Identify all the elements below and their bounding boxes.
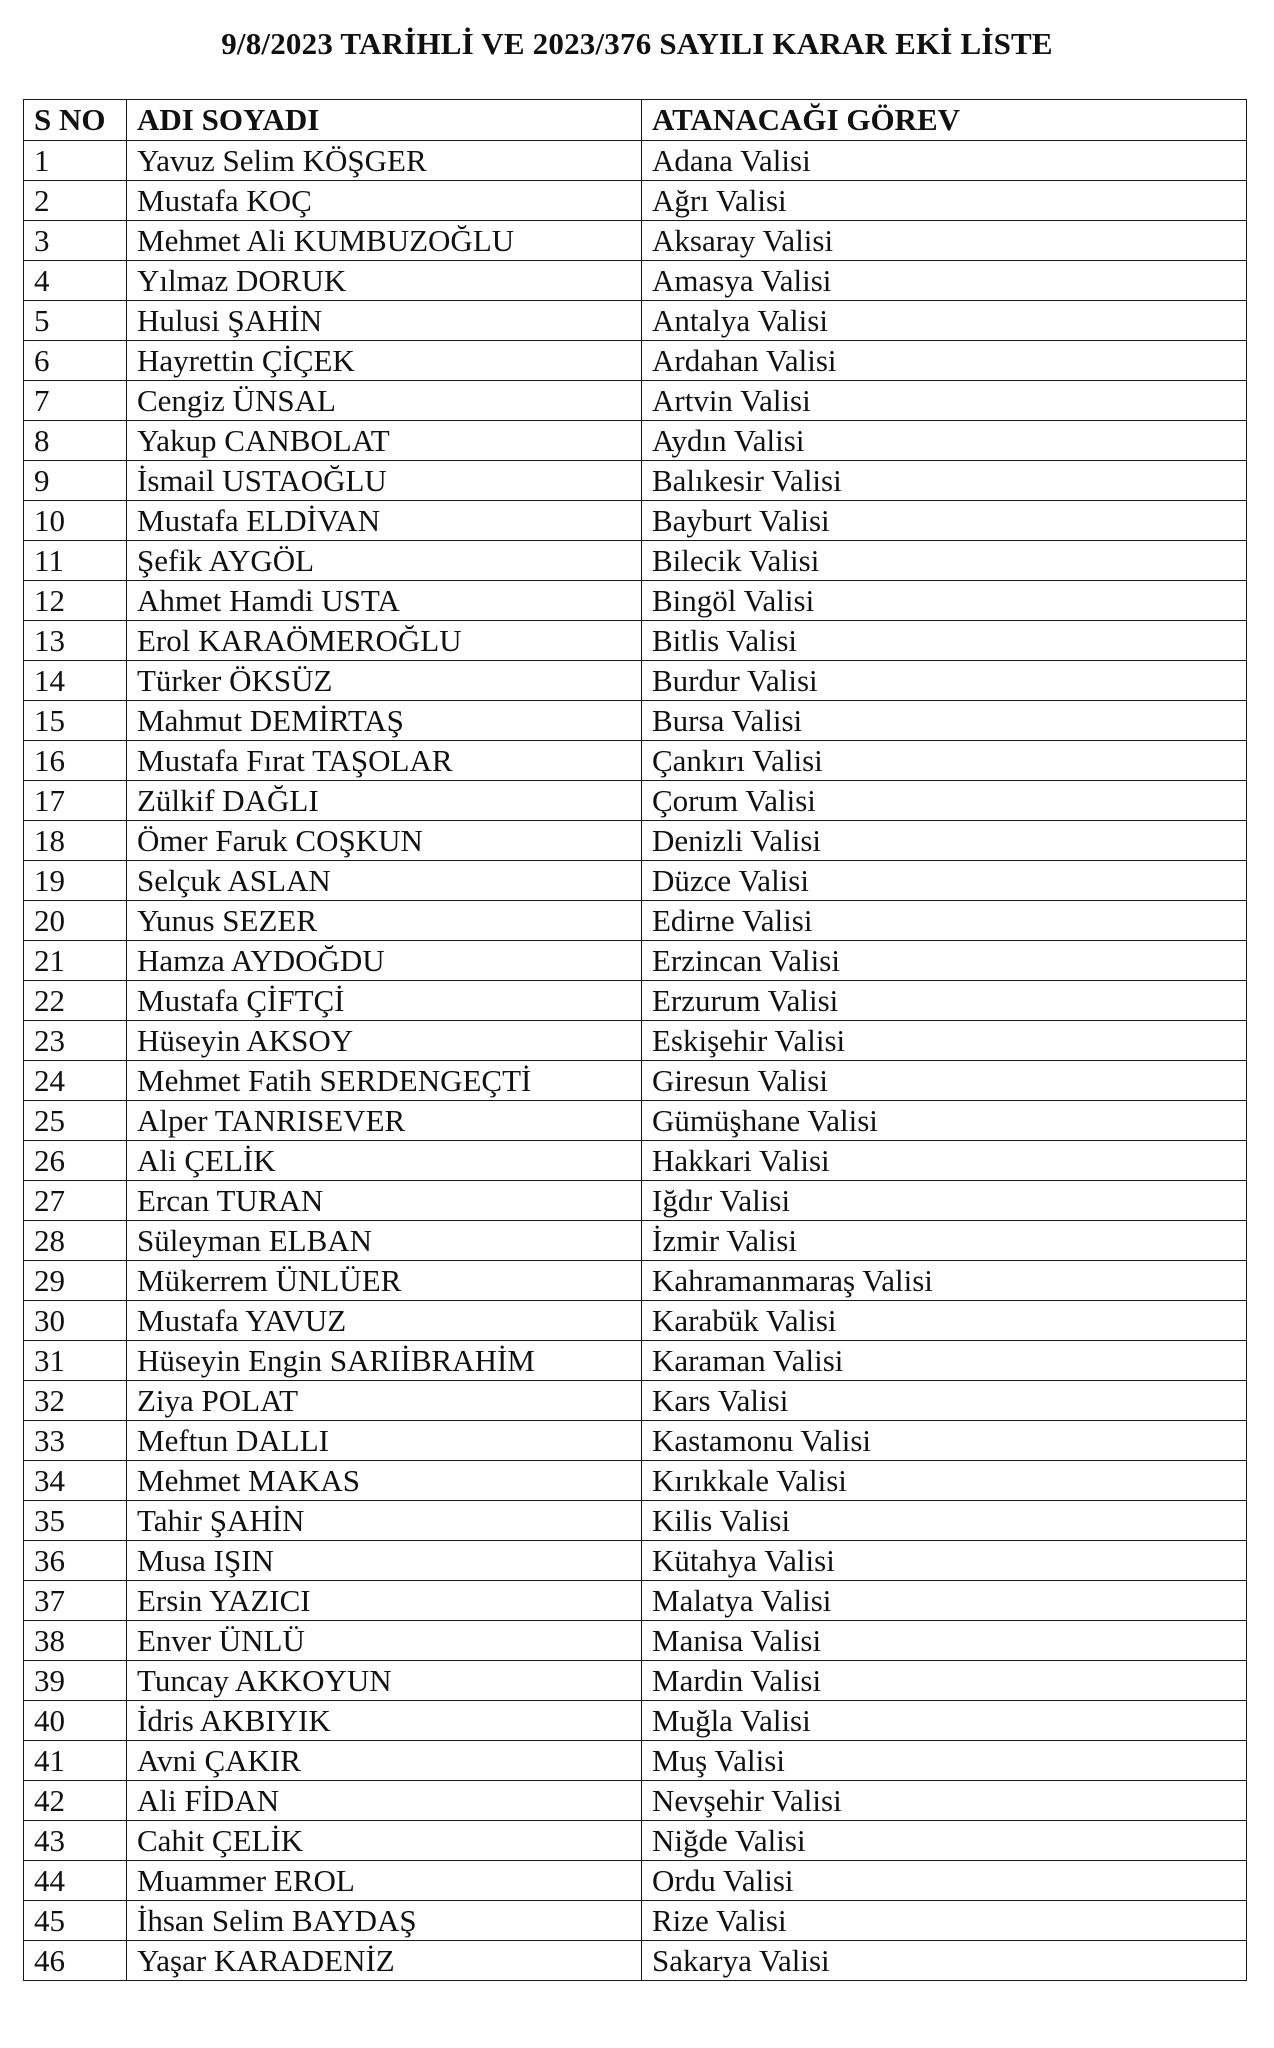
table-row [24, 581, 1247, 621]
row-sno-cell: 10 [24, 501, 127, 541]
row-sno-cell: 41 [24, 1741, 127, 1781]
row-name-cell: Mustafa Fırat TAŞOLAR [127, 741, 642, 781]
row-name-cell: Enver ÜNLÜ [127, 1621, 642, 1661]
table-row [24, 661, 1247, 701]
row-duty-cell: Muğla Valisi [642, 1701, 1247, 1741]
row-sno-cell: 42 [24, 1781, 127, 1821]
row-duty-cell: Karabük Valisi [642, 1301, 1247, 1341]
table-row [24, 821, 1247, 861]
header-sno: S NO [24, 100, 127, 141]
table-row [24, 221, 1247, 261]
row-duty-cell: Ağrı Valisi [642, 181, 1247, 221]
row-name-cell: Ömer Faruk COŞKUN [127, 821, 642, 861]
row-duty-cell: Denizli Valisi [642, 821, 1247, 861]
row-duty-cell: Antalya Valisi [642, 301, 1247, 341]
row-duty-cell: Amasya Valisi [642, 261, 1247, 301]
row-name-cell: Ahmet Hamdi USTA [127, 581, 642, 621]
table-row [24, 1261, 1247, 1301]
row-duty-cell: Düzce Valisi [642, 861, 1247, 901]
row-sno-cell: 26 [24, 1141, 127, 1181]
table-row [24, 1861, 1247, 1901]
row-duty-cell: Erzincan Valisi [642, 941, 1247, 981]
row-duty-cell: Malatya Valisi [642, 1581, 1247, 1621]
row-duty-cell: Niğde Valisi [642, 1821, 1247, 1861]
row-name-cell: İdris AKBIYIK [127, 1701, 642, 1741]
row-sno-cell: 11 [24, 541, 127, 581]
row-name-cell: Mükerrem ÜNLÜER [127, 1261, 642, 1301]
row-duty-cell: Erzurum Valisi [642, 981, 1247, 1021]
row-name-cell: Avni ÇAKIR [127, 1741, 642, 1781]
row-sno-cell: 34 [24, 1461, 127, 1501]
table-row [24, 301, 1247, 341]
row-sno-cell: 16 [24, 741, 127, 781]
row-name-cell: Ersin YAZICI [127, 1581, 642, 1621]
row-sno-cell: 25 [24, 1101, 127, 1141]
row-sno-cell: 14 [24, 661, 127, 701]
row-name-cell: Yunus SEZER [127, 901, 642, 941]
row-duty-cell: Eskişehir Valisi [642, 1021, 1247, 1061]
table-row [24, 541, 1247, 581]
row-sno-cell: 38 [24, 1621, 127, 1661]
table-row [24, 701, 1247, 741]
row-name-cell: Meftun DALLI [127, 1421, 642, 1461]
table-row [24, 1901, 1247, 1941]
row-duty-cell: Ordu Valisi [642, 1861, 1247, 1901]
table-row [24, 741, 1247, 781]
row-duty-cell: Karaman Valisi [642, 1341, 1247, 1381]
row-duty-cell: Ardahan Valisi [642, 341, 1247, 381]
row-name-cell: Mustafa YAVUZ [127, 1301, 642, 1341]
row-name-cell: Mehmet Ali KUMBUZOĞLU [127, 221, 642, 261]
row-sno-cell: 44 [24, 1861, 127, 1901]
row-sno-cell: 19 [24, 861, 127, 901]
row-name-cell: İhsan Selim BAYDAŞ [127, 1901, 642, 1941]
row-sno-cell: 1 [24, 141, 127, 181]
appointment-list-table [23, 99, 1247, 1981]
row-sno-cell: 27 [24, 1181, 127, 1221]
row-name-cell: Mahmut DEMİRTAŞ [127, 701, 642, 741]
table-header-row [24, 100, 1247, 141]
row-duty-cell: Kırıkkale Valisi [642, 1461, 1247, 1501]
table-row [24, 1101, 1247, 1141]
row-sno-cell: 5 [24, 301, 127, 341]
header-duty: ATANACAĞI GÖREV [642, 100, 1247, 141]
row-duty-cell: Bilecik Valisi [642, 541, 1247, 581]
table-row [24, 1141, 1247, 1181]
row-duty-cell: Balıkesir Valisi [642, 461, 1247, 501]
table-row [24, 1541, 1247, 1581]
row-duty-cell: Burdur Valisi [642, 661, 1247, 701]
row-sno-cell: 45 [24, 1901, 127, 1941]
row-sno-cell: 24 [24, 1061, 127, 1101]
row-sno-cell: 2 [24, 181, 127, 221]
row-name-cell: Ali FİDAN [127, 1781, 642, 1821]
row-duty-cell: Kahramanmaraş Valisi [642, 1261, 1247, 1301]
table-row [24, 1741, 1247, 1781]
row-duty-cell: Nevşehir Valisi [642, 1781, 1247, 1821]
table-row [24, 1941, 1247, 1981]
row-sno-cell: 32 [24, 1381, 127, 1421]
row-sno-cell: 46 [24, 1941, 127, 1981]
row-sno-cell: 28 [24, 1221, 127, 1261]
table-row [24, 1421, 1247, 1461]
document-title: 9/8/2023 TARİHLİ VE 2023/376 SAYILI KARAR EKİ LİSTE [221, 26, 1053, 61]
table-row [24, 1661, 1247, 1701]
row-sno-cell: 39 [24, 1661, 127, 1701]
row-sno-cell: 7 [24, 381, 127, 421]
table-row [24, 381, 1247, 421]
table-row [24, 1781, 1247, 1821]
table-row [24, 1341, 1247, 1381]
row-name-cell: Musa IŞIN [127, 1541, 642, 1581]
row-sno-cell: 12 [24, 581, 127, 621]
row-duty-cell: Hakkari Valisi [642, 1141, 1247, 1181]
table-row [24, 1461, 1247, 1501]
row-duty-cell: Bursa Valisi [642, 701, 1247, 741]
row-sno-cell: 17 [24, 781, 127, 821]
table-row [24, 421, 1247, 461]
row-name-cell: Mustafa KOÇ [127, 181, 642, 221]
row-duty-cell: Iğdır Valisi [642, 1181, 1247, 1221]
row-name-cell: Muammer EROL [127, 1861, 642, 1901]
row-sno-cell: 3 [24, 221, 127, 261]
table-row [24, 1501, 1247, 1541]
row-duty-cell: Rize Valisi [642, 1901, 1247, 1941]
row-name-cell: Yavuz Selim KÖŞGER [127, 141, 642, 181]
row-sno-cell: 18 [24, 821, 127, 861]
row-duty-cell: Adana Valisi [642, 141, 1247, 181]
table-row [24, 1221, 1247, 1261]
row-name-cell: Hamza AYDOĞDU [127, 941, 642, 981]
row-duty-cell: Kastamonu Valisi [642, 1421, 1247, 1461]
table-row [24, 941, 1247, 981]
row-sno-cell: 31 [24, 1341, 127, 1381]
row-duty-cell: Artvin Valisi [642, 381, 1247, 421]
row-name-cell: Alper TANRISEVER [127, 1101, 642, 1141]
row-sno-cell: 33 [24, 1421, 127, 1461]
table-row [24, 501, 1247, 541]
row-name-cell: Tahir ŞAHİN [127, 1501, 642, 1541]
row-duty-cell: Gümüşhane Valisi [642, 1101, 1247, 1141]
table-row [24, 901, 1247, 941]
row-name-cell: Yakup CANBOLAT [127, 421, 642, 461]
row-name-cell: Cahit ÇELİK [127, 1821, 642, 1861]
row-duty-cell: Muş Valisi [642, 1741, 1247, 1781]
table-row [24, 1581, 1247, 1621]
row-sno-cell: 13 [24, 621, 127, 661]
row-name-cell: Türker ÖKSÜZ [127, 661, 642, 701]
row-name-cell: Ziya POLAT [127, 1381, 642, 1421]
table-row [24, 1821, 1247, 1861]
row-sno-cell: 30 [24, 1301, 127, 1341]
row-duty-cell: Bingöl Valisi [642, 581, 1247, 621]
row-name-cell: Zülkif DAĞLI [127, 781, 642, 821]
table-row [24, 181, 1247, 221]
table-row [24, 1301, 1247, 1341]
row-sno-cell: 4 [24, 261, 127, 301]
row-duty-cell: Kütahya Valisi [642, 1541, 1247, 1581]
row-name-cell: Şefik AYGÖL [127, 541, 642, 581]
row-name-cell: Ercan TURAN [127, 1181, 642, 1221]
row-name-cell: İsmail USTAOĞLU [127, 461, 642, 501]
table-row [24, 981, 1247, 1021]
table-row [24, 141, 1247, 181]
row-name-cell: Hüseyin Engin SARIİBRAHİM [127, 1341, 642, 1381]
row-duty-cell: Sakarya Valisi [642, 1941, 1247, 1981]
table-row [24, 341, 1247, 381]
table-row [24, 1021, 1247, 1061]
row-duty-cell: Mardin Valisi [642, 1661, 1247, 1701]
row-name-cell: Mehmet MAKAS [127, 1461, 642, 1501]
row-sno-cell: 8 [24, 421, 127, 461]
table-row [24, 1381, 1247, 1421]
header-name: ADI SOYADI [127, 100, 642, 141]
row-sno-cell: 29 [24, 1261, 127, 1301]
table-body [24, 141, 1247, 1981]
table-row [24, 1181, 1247, 1221]
row-name-cell: Yılmaz DORUK [127, 261, 642, 301]
table-row [24, 861, 1247, 901]
row-sno-cell: 9 [24, 461, 127, 501]
row-duty-cell: Bitlis Valisi [642, 621, 1247, 661]
row-duty-cell: Aksaray Valisi [642, 221, 1247, 261]
row-name-cell: Ali ÇELİK [127, 1141, 642, 1181]
row-sno-cell: 20 [24, 901, 127, 941]
row-sno-cell: 37 [24, 1581, 127, 1621]
row-sno-cell: 36 [24, 1541, 127, 1581]
row-sno-cell: 15 [24, 701, 127, 741]
row-sno-cell: 6 [24, 341, 127, 381]
row-duty-cell: Kars Valisi [642, 1381, 1247, 1421]
table-row [24, 1701, 1247, 1741]
table-row [24, 621, 1247, 661]
row-name-cell: Hulusi ŞAHİN [127, 301, 642, 341]
table-row [24, 1621, 1247, 1661]
row-duty-cell: Aydın Valisi [642, 421, 1247, 461]
row-name-cell: Selçuk ASLAN [127, 861, 642, 901]
row-duty-cell: Çorum Valisi [642, 781, 1247, 821]
row-sno-cell: 22 [24, 981, 127, 1021]
row-name-cell: Hayrettin ÇİÇEK [127, 341, 642, 381]
row-name-cell: Yaşar KARADENİZ [127, 1941, 642, 1981]
row-sno-cell: 43 [24, 1821, 127, 1861]
table-row [24, 781, 1247, 821]
row-name-cell: Mustafa ELDİVAN [127, 501, 642, 541]
row-duty-cell: Bayburt Valisi [642, 501, 1247, 541]
row-duty-cell: Kilis Valisi [642, 1501, 1247, 1541]
table-row [24, 1061, 1247, 1101]
row-name-cell: Hüseyin AKSOY [127, 1021, 642, 1061]
row-name-cell: Süleyman ELBAN [127, 1221, 642, 1261]
row-name-cell: Mustafa ÇİFTÇİ [127, 981, 642, 1021]
row-sno-cell: 23 [24, 1021, 127, 1061]
row-name-cell: Erol KARAÖMEROĞLU [127, 621, 642, 661]
row-name-cell: Cengiz ÜNSAL [127, 381, 642, 421]
row-duty-cell: Manisa Valisi [642, 1621, 1247, 1661]
row-sno-cell: 40 [24, 1701, 127, 1741]
row-duty-cell: Giresun Valisi [642, 1061, 1247, 1101]
table-row [24, 261, 1247, 301]
row-name-cell: Tuncay AKKOYUN [127, 1661, 642, 1701]
row-duty-cell: Edirne Valisi [642, 901, 1247, 941]
row-sno-cell: 35 [24, 1501, 127, 1541]
table-row [24, 461, 1247, 501]
row-duty-cell: İzmir Valisi [642, 1221, 1247, 1261]
row-duty-cell: Çankırı Valisi [642, 741, 1247, 781]
row-sno-cell: 21 [24, 941, 127, 981]
row-name-cell: Mehmet Fatih SERDENGEÇTİ [127, 1061, 642, 1101]
